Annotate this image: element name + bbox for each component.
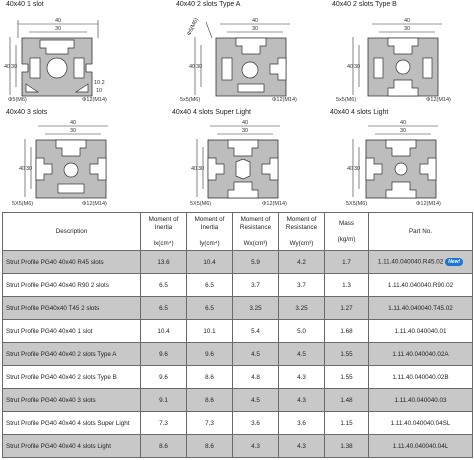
table-row <box>3 297 473 320</box>
dim-bore: 5X5(M6) <box>346 201 368 207</box>
dim-width-outer: 40 <box>252 18 259 24</box>
cell-mass: 1.3 <box>325 274 369 297</box>
profile-diagrams <box>0 0 474 212</box>
dim-height-inner: 30 <box>354 64 361 70</box>
cell-wy: 3.6 <box>279 412 325 435</box>
dim-height-inner: 30 <box>196 64 203 70</box>
cell-mass: 1.55 <box>325 343 369 366</box>
table-row <box>3 251 473 274</box>
dim-hole: Φ12(M14) <box>262 201 287 207</box>
dim-width-inner: 30 <box>70 128 77 134</box>
cell-iy: 8.6 <box>187 389 233 412</box>
header-description: Description <box>3 213 141 251</box>
dim-height-outer: 40 <box>347 166 354 172</box>
cell-wx: 4.3 <box>233 435 279 458</box>
cell-iy: 10.4 <box>187 251 233 274</box>
header-wx: Moment of Resistance Wx(cm³) <box>233 213 279 251</box>
dim-width-inner: 30 <box>252 26 259 32</box>
profile-drawing-2-slots-type-a <box>160 0 318 106</box>
table-row <box>3 274 473 297</box>
dim-hole: Φ12(M14) <box>416 201 441 207</box>
dim-extra-1: 10.2 <box>94 80 105 86</box>
cell-part: 1.11.40.040040.R45.02 New! <box>369 251 473 274</box>
cell-wx: 3.6 <box>233 412 279 435</box>
profile-drawing-4-slots-super-light <box>160 106 318 212</box>
cell-part: 1.11.40.040040.04L <box>369 435 473 458</box>
dim-extra-2: 10 <box>96 88 103 94</box>
dim-width-outer: 40 <box>70 120 77 126</box>
cell-iy: 9.6 <box>187 343 233 366</box>
dim-width-inner: 30 <box>400 128 407 134</box>
table-row <box>3 389 473 412</box>
dim-width-outer: 40 <box>55 18 62 24</box>
cell-iy: 10.1 <box>187 320 233 343</box>
profile-2-slots-type-b-diagram <box>316 0 474 106</box>
cell-part: 1.11.40.040040.03 <box>369 389 473 412</box>
cell-wy: 4.2 <box>279 251 325 274</box>
dim-height-outer: 40 <box>347 64 354 70</box>
cell-wx: 4.5 <box>233 343 279 366</box>
table-row <box>3 320 473 343</box>
dim-bore: 5X5(M6) <box>190 201 212 207</box>
cell-iy: 7.3 <box>187 412 233 435</box>
cell-ix: 6.5 <box>141 274 187 297</box>
cell-mass: 1.48 <box>325 389 369 412</box>
cell-wy: 4.3 <box>279 366 325 389</box>
cell-wy: 3.7 <box>279 274 325 297</box>
cell-ix: 9.6 <box>141 366 187 389</box>
header-mass: Mass (kg/m) <box>325 213 369 251</box>
cell-part: 1.11.40.040040.T45.02 <box>369 297 473 320</box>
new-badge: New! <box>445 258 463 266</box>
cell-description: Strut Profile PG40 40x40 R45 slots <box>3 251 141 274</box>
dim-hole: Φ12(M14) <box>82 97 107 103</box>
profile-title: 40x40 2 slots Type A <box>176 1 241 8</box>
cell-wy: 3.25 <box>279 297 325 320</box>
dim-width-outer: 40 <box>404 18 411 24</box>
cell-ix: 9.6 <box>141 343 187 366</box>
dim-extra-1: Φ5(M6) <box>186 17 200 37</box>
dim-bore: 5X5(M6) <box>12 201 34 207</box>
cell-mass: 1.55 <box>325 366 369 389</box>
dim-hole: Φ12(M14) <box>82 201 107 207</box>
cell-ix: 6.5 <box>141 297 187 320</box>
cell-ix: 8.6 <box>141 435 187 458</box>
dim-width-outer: 40 <box>242 120 249 126</box>
dim-bore: 5x5(M6) <box>180 97 201 103</box>
dim-width-outer: 40 <box>400 120 407 126</box>
cell-description: Strut Profile PG40 40x40 4 slots Light <box>3 435 141 458</box>
cell-part: 1.11.40.040040.02A <box>369 343 473 366</box>
cell-wx: 3.7 <box>233 274 279 297</box>
header-iy: Moment of Inertia Iy(cm⁴) <box>187 213 233 251</box>
dim-height-inner: 30 <box>354 166 361 172</box>
cell-mass: 1.7 <box>325 251 369 274</box>
cell-wx: 5.4 <box>233 320 279 343</box>
dim-height-inner: 30 <box>26 166 33 172</box>
cell-mass: 1.15 <box>325 412 369 435</box>
profile-title: 40x40 4 slots Light <box>330 109 389 116</box>
profile-drawing-1-slot <box>0 0 158 106</box>
table-header-row <box>3 213 473 251</box>
cell-wy: 4.3 <box>279 389 325 412</box>
cell-description: Strut Profile PG40 40x40 3 slots <box>3 389 141 412</box>
cell-description: Strut Profile PG40x40 T45 2 slots <box>3 297 141 320</box>
cell-wx: 3.25 <box>233 297 279 320</box>
cell-wy: 4.3 <box>279 435 325 458</box>
cell-wx: 4.5 <box>233 389 279 412</box>
cell-ix: 10.4 <box>141 320 187 343</box>
dim-hole: Φ12(M14) <box>272 97 297 103</box>
profile-drawing-3-slots <box>0 106 158 212</box>
dim-height-outer: 40 <box>191 166 198 172</box>
header-wy: Moment of Resistance Wy(cm³) <box>279 213 325 251</box>
table-row <box>3 412 473 435</box>
cell-iy: 8.6 <box>187 435 233 458</box>
cell-iy: 8.6 <box>187 366 233 389</box>
profile-2-slots-type-a-diagram <box>160 0 318 106</box>
dim-height-inner: 30 <box>11 64 18 70</box>
cell-mass: 1.38 <box>325 435 369 458</box>
dim-height-outer: 40 <box>4 64 11 70</box>
cell-mass: 1.68 <box>325 320 369 343</box>
cell-mass: 1.27 <box>325 297 369 320</box>
cell-description: Strut Profile PG40 40x40 1 slot <box>3 320 141 343</box>
dim-width-inner: 30 <box>404 26 411 32</box>
profile-title: 40x40 3 slots <box>6 109 48 116</box>
table-row <box>3 435 473 458</box>
cell-ix: 7.3 <box>141 412 187 435</box>
header-part-no: Part No. <box>369 213 473 251</box>
dim-width-inner: 30 <box>242 128 249 134</box>
dim-height-outer: 40 <box>189 64 196 70</box>
cell-description: Strut Profile PG40 40x40 4 slots Super Light <box>3 412 141 435</box>
cell-part: 1.11.40.040040.02B <box>369 366 473 389</box>
dim-height-inner: 30 <box>198 166 205 172</box>
dim-height-outer: 40 <box>19 166 26 172</box>
cell-ix: 9.1 <box>141 389 187 412</box>
dim-bore: Φ5(M6) <box>8 97 27 103</box>
dim-bore: 5x5(M6) <box>336 97 357 103</box>
dim-width-inner: 30 <box>55 26 62 32</box>
profile-4-slots-light-diagram <box>316 106 474 212</box>
header-ix: Moment of Inertia Ix(cm⁴) <box>141 213 187 251</box>
table-row <box>3 343 473 366</box>
spec-table <box>2 212 473 458</box>
cell-iy: 6.5 <box>187 274 233 297</box>
profile-drawing-4-slots-light <box>316 106 474 212</box>
table-row <box>3 366 473 389</box>
profile-4-slots-super-light-diagram <box>160 106 318 212</box>
profile-drawing-2-slots-type-b <box>316 0 474 106</box>
dim-hole: Φ12(M14) <box>426 97 451 103</box>
cell-wy: 4.5 <box>279 343 325 366</box>
profile-title: 40x40 1 slot <box>6 1 44 8</box>
cell-wx: 4.8 <box>233 366 279 389</box>
cell-iy: 6.5 <box>187 297 233 320</box>
cell-wy: 5.0 <box>279 320 325 343</box>
cell-description: Strut Profile PG40 40x40 2 slots Type A <box>3 343 141 366</box>
profile-3-slots-diagram <box>0 106 158 212</box>
cell-wx: 5.9 <box>233 251 279 274</box>
profile-1-slot-diagram <box>0 0 158 106</box>
cell-description: Strut Profile PG40 40x40 2 slots Type B <box>3 366 141 389</box>
profile-title: 40x40 2 slots Type B <box>332 1 397 8</box>
profile-title: 40x40 4 slots Super Light <box>172 109 251 116</box>
cell-part: 1.11.40.040040.04SL <box>369 412 473 435</box>
cell-part: 1.11.40.040040.01 <box>369 320 473 343</box>
cell-part: 1.11.40.040040.R90.02 <box>369 274 473 297</box>
cell-ix: 13.6 <box>141 251 187 274</box>
cell-description: Strut Profile PG40 40x40 R90 2 slots <box>3 274 141 297</box>
